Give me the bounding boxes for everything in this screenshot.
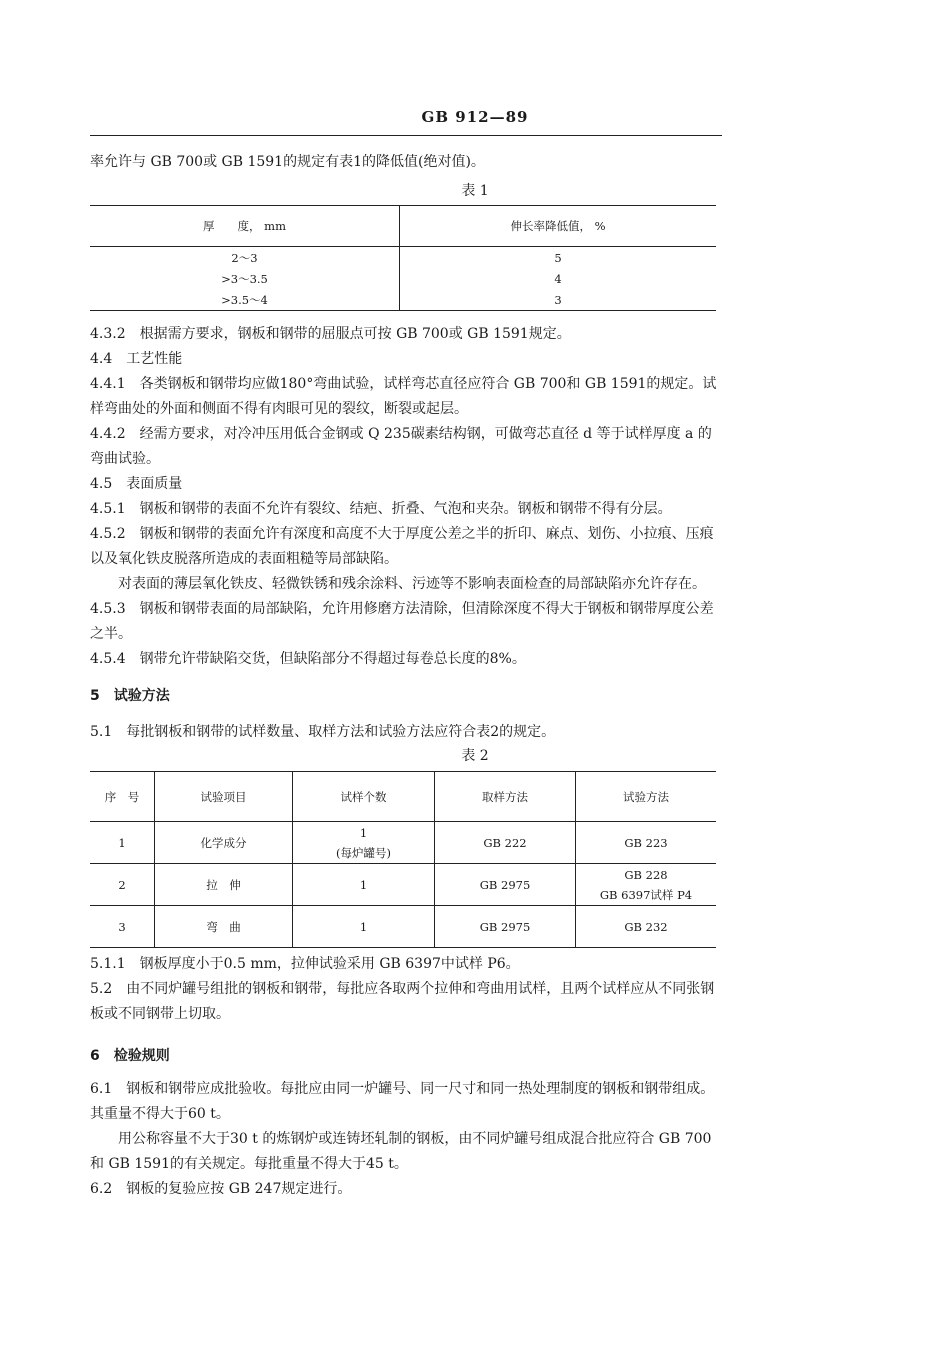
- clause-4-5-3: 4.5.3 钢板和钢带表面的局部缺陷，允许用修磨方法清除，但清除深度不得大于钢板和钢带厚度公差之半。: [90, 601, 714, 642]
- header-cell-no: 序 号: [90, 772, 155, 822]
- table2-caption: 表 2: [461, 748, 489, 764]
- row-item: 化学成分: [155, 822, 293, 864]
- table-2: [90, 771, 716, 948]
- row-no: 2: [90, 864, 155, 906]
- table-row: [90, 289, 716, 311]
- table-row: [90, 268, 716, 289]
- row-count-value: 1: [359, 825, 368, 840]
- header-cell-sampling: 取样方法: [435, 772, 576, 822]
- table-row: [90, 906, 716, 948]
- clause-4-5: 4.5 表面质量: [90, 476, 183, 492]
- clause-5-2: 5.2 由不同炉罐号组批的钢板和钢带，每批应各取两个拉伸和弯曲用试样，且两个试样应从不同张钢板或不同钢带上切取。: [90, 981, 715, 1022]
- table-1: [90, 205, 716, 311]
- row-method-value: GB 228: [624, 867, 668, 882]
- header-cell-elongation: 伸长率降低值， %: [400, 206, 717, 247]
- table-row: [90, 864, 716, 906]
- table1-caption: 表 1: [461, 183, 489, 199]
- table-row: [90, 247, 716, 269]
- para-intro: 率允许与 GB 700或 GB 1591的规定有表1的降低值(绝对值)。: [90, 154, 485, 170]
- table-cell: 4: [554, 271, 562, 286]
- row-no: 3: [118, 919, 126, 934]
- clause-6-1-note: 用公称容量不大于30 t 的炼钢炉或连铸坯轧制的钢板，由不同炉罐号组成混合批应符合 GB 700和 GB 1591的有关规定。每批重量不得大于45 t。: [90, 1131, 712, 1172]
- clause-4-5-4: 4.5.4 钢带允许带缺陷交货，但缺陷部分不得超过每卷总长度的8%。: [90, 651, 526, 667]
- row-method: [576, 864, 717, 906]
- row-item: 拉 伸: [155, 864, 293, 906]
- header-cell-count: 试样个数: [293, 772, 435, 822]
- row-sampling: GB 222: [435, 822, 576, 864]
- table-cell: >3～3.5: [90, 268, 400, 289]
- section-5-heading: 5 试验方法: [90, 688, 170, 704]
- clause-5-1-1: 5.1.1 钢板厚度小于0.5 mm，拉伸试验采用 GB 6397中试样 P6。: [90, 956, 520, 972]
- header-cell-item: 试验项目: [155, 772, 293, 822]
- table-cell: 2～3: [90, 247, 400, 269]
- page-header: GB 912—89: [421, 108, 529, 126]
- row-count: 1: [293, 864, 435, 906]
- row-count-note: (每炉罐号): [336, 845, 391, 860]
- clause-6-1: 6.1 钢板和钢带应成批验收。每批应由同一炉罐号、同一尺寸和同一热处理制度的钢板和钢带组成。其重量不得大于60 t。: [90, 1081, 715, 1122]
- header-cell-method: 试验方法: [576, 772, 717, 822]
- clause-4-5-2-note: 对表面的薄层氧化铁皮、轻微铁锈和残余涂料、污迹等不影响表面检查的局部缺陷亦允许存在。: [118, 576, 706, 592]
- table-cell: 5: [554, 250, 562, 265]
- clause-4-3-2: 4.3.2 根据需方要求，钢板和钢带的屈服点可按 GB 700或 GB 1591规定。: [90, 326, 571, 342]
- row-sampling: GB 2975: [435, 864, 576, 906]
- table-cell: 3: [554, 292, 562, 307]
- header-rule: [90, 135, 722, 136]
- clause-4-4-2: 4.4.2 经需方要求，对冷冲压用低合金钢或 Q 235碳素结构钢，可做弯芯直径 d 等于试样厚度 a 的弯曲试验。: [90, 426, 712, 467]
- table-header-row: [90, 206, 716, 247]
- row-method-note: GB 6397试样 P4: [599, 887, 693, 902]
- table-row: [90, 822, 716, 864]
- clause-6-2: 6.2 钢板的复验应按 GB 247规定进行。: [90, 1181, 352, 1197]
- table-cell: >3.5～4: [90, 289, 400, 311]
- clause-4-4-1: 4.4.1 各类钢板和钢带均应做180°弯曲试验，试样弯芯直径应符合 GB 700和 GB 1591的规定。试样弯曲处的外面和侧面不得有肉眼可见的裂纹，断裂或起层。: [90, 376, 717, 417]
- row-method: GB 223: [576, 822, 717, 864]
- row-item: 弯 曲: [155, 906, 293, 948]
- row-method: GB 232: [576, 906, 717, 948]
- clause-5-1: 5.1 每批钢板和钢带的试样数量、取样方法和试验方法应符合表2的规定。: [90, 724, 556, 740]
- section-6-heading: 6 检验规则: [90, 1048, 170, 1064]
- header-cell-thickness: 厚 度， mm: [90, 206, 400, 247]
- row-count: 1: [293, 906, 435, 948]
- clause-4-4: 4.4 工艺性能: [90, 351, 183, 367]
- table-header-row: [90, 772, 716, 822]
- row-no: 1: [90, 822, 155, 864]
- clause-4-5-2: 4.5.2 钢板和钢带的表面允许有深度和高度不大于厚度公差之半的折印、麻点、划伤、小拉痕、压痕以及氧化铁皮脱落所造成的表面粗糙等局部缺陷。: [90, 526, 714, 567]
- row-count: [293, 822, 435, 864]
- row-sampling: GB 2975: [435, 906, 576, 948]
- clause-4-5-1: 4.5.1 钢板和钢带的表面不允许有裂纹、结疤、折叠、气泡和夹杂。钢板和钢带不得有分层。: [90, 501, 672, 517]
